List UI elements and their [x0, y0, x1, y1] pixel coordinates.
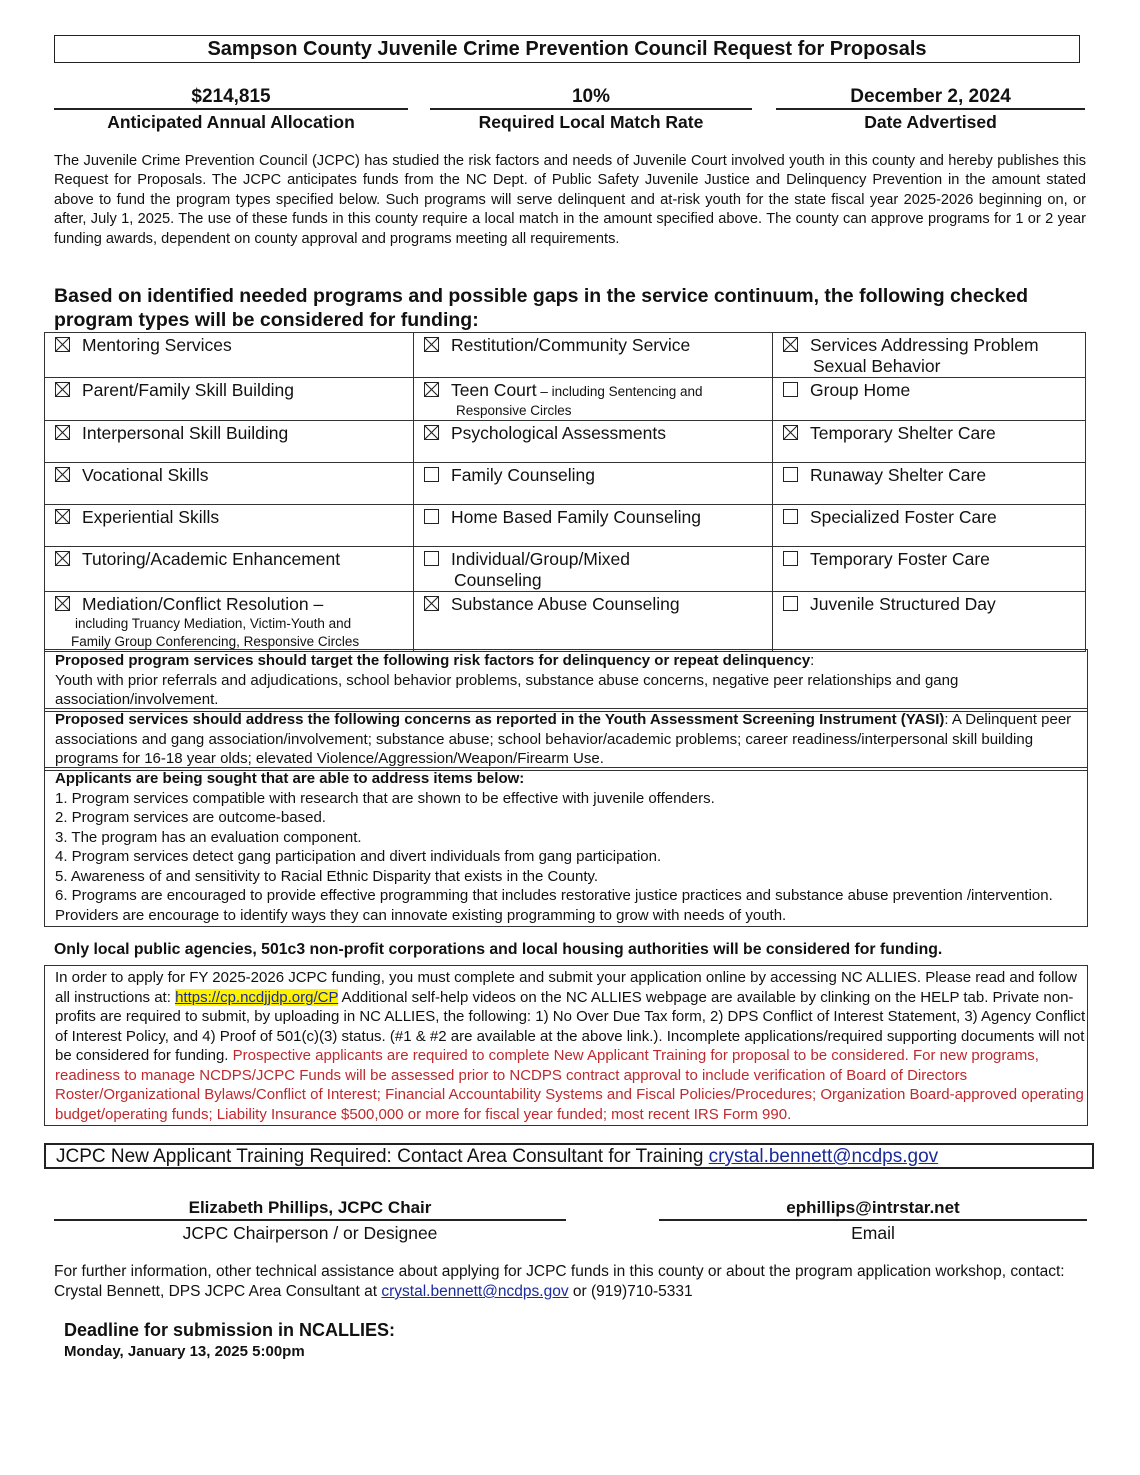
program-label: Home Based Family Counseling	[451, 507, 701, 527]
program-cell	[414, 463, 773, 505]
program-label: Family Counseling	[451, 465, 595, 485]
program-note: including Truancy Mediation, Victim-Youth and	[75, 616, 352, 631]
program-row	[45, 421, 1086, 463]
match-rate-label: Required Local Match Rate	[478, 112, 704, 132]
signature-chair	[54, 1198, 566, 1245]
program-cell	[45, 547, 414, 592]
program-label: Vocational Skills	[82, 465, 209, 485]
applicant-item: 6. Programs are encouraged to provide effective programming that includes restorative justice practices and substance abuse prevention /intervention. Providers are encourage to identify ways they can innovate existing programming to grow with needs of youth.	[55, 887, 1053, 924]
further-text-1: For further information, other technical assistance about applying for JCPC funds in this county or about the program application workshop, contact: Crystal Bennett, DPS JCPC Area Consultant at	[54, 1263, 1065, 1300]
program-label: Psychological Assessments	[451, 423, 666, 443]
program-cell	[45, 463, 414, 505]
checked-box-icon[interactable]	[55, 337, 70, 352]
further-text-2: or (919)710-5331	[568, 1283, 693, 1300]
checked-box-icon[interactable]	[55, 509, 70, 524]
applicant-item: 1. Program services compatible with research that are shown to be effective with juvenile offenders.	[55, 789, 715, 807]
program-row	[45, 505, 1086, 547]
unchecked-box-icon[interactable]	[783, 467, 798, 482]
chair-email-label: Email	[851, 1223, 895, 1243]
training-text: JCPC New Applicant Training Required: Contact Area Consultant for Training	[56, 1146, 709, 1167]
program-sublabel: – including Sentencing and	[536, 384, 703, 399]
program-label: Tutoring/Academic Enhancement	[82, 549, 341, 569]
program-label: Substance Abuse Counseling	[451, 594, 680, 614]
program-label: Runaway Shelter Care	[810, 465, 987, 485]
program-label: Experiential Skills	[82, 507, 220, 527]
program-note: Family Group Conferencing, Responsive Circles	[71, 634, 360, 649]
ncallies-link[interactable]: https://cp.ncdjjdp.org/CP	[175, 988, 339, 1006]
unchecked-box-icon[interactable]	[424, 467, 439, 482]
application-instructions-box	[44, 965, 1088, 1126]
program-cell	[414, 505, 773, 547]
program-label: Mediation/Conflict Resolution –	[82, 594, 324, 614]
program-cell	[45, 592, 414, 652]
program-cell	[773, 333, 1086, 378]
program-label-continued: Sexual Behavior	[813, 356, 941, 376]
program-row	[45, 592, 1086, 652]
program-row	[45, 547, 1086, 592]
checked-box-icon[interactable]	[55, 467, 70, 482]
program-cell	[773, 463, 1086, 505]
program-cell	[45, 505, 414, 547]
applicant-item: 2. Program services are outcome-based.	[55, 809, 326, 826]
unchecked-box-icon[interactable]	[783, 596, 798, 611]
apply-requirements-red: Prospective applicants are required to complete New Applicant Training for proposal to be considered. For new programs, readiness to manage NCDPS/JCPC Funds will be assessed prior to NCDPS contract approval to include verification of Board of Directors Roster/Organizational Bylaws/Conflict of Interest; Financial Accountability Systems and Fiscal Policies/Procedures; Organization Board-approved operating budget/operating funds; Liability Insurance $500,000 or more for fiscal year funded; most recent IRS Form 990.	[55, 1047, 1084, 1123]
checked-box-icon[interactable]	[424, 337, 439, 352]
stat-match-rate	[430, 84, 752, 134]
program-cell	[773, 592, 1086, 652]
program-cell	[773, 505, 1086, 547]
program-note: Responsive Circles	[456, 403, 572, 418]
checked-box-icon[interactable]	[783, 425, 798, 440]
program-label: Services Addressing Problem	[810, 335, 1039, 355]
unchecked-box-icon[interactable]	[424, 551, 439, 566]
program-cell	[45, 421, 414, 463]
date-advertised-label: Date Advertised	[864, 112, 997, 132]
program-cell	[773, 547, 1086, 592]
program-cell	[773, 378, 1086, 421]
checked-box-icon[interactable]	[55, 551, 70, 566]
program-row	[45, 463, 1086, 505]
program-cell	[414, 592, 773, 652]
allocation-value: $214,815	[54, 84, 408, 110]
applicants-heading: Applicants are being sought that are able to address items below:	[55, 770, 525, 787]
training-required-bar	[44, 1143, 1094, 1169]
risk-factors-text: Youth with prior referrals and adjudications, school behavior problems, substance abuse concerns, negative peer relationships and gang association/involvement.	[55, 671, 959, 708]
checked-box-icon[interactable]	[424, 425, 439, 440]
match-rate-value: 10%	[430, 84, 752, 110]
program-label: Parent/Family Skill Building	[82, 380, 295, 400]
program-cell	[773, 421, 1086, 463]
applicants-box	[44, 767, 1088, 927]
checked-box-icon[interactable]	[55, 382, 70, 397]
program-label: Group Home	[810, 380, 911, 400]
program-cell	[414, 421, 773, 463]
unchecked-box-icon[interactable]	[783, 382, 798, 397]
program-label: Temporary Foster Care	[810, 549, 990, 569]
unchecked-box-icon[interactable]	[783, 509, 798, 524]
program-label: Temporary Shelter Care	[810, 423, 996, 443]
checked-box-icon[interactable]	[55, 425, 70, 440]
deadline-block	[64, 1318, 395, 1362]
applicant-item: 4. Program services detect gang participation and divert individuals from gang participation.	[55, 848, 662, 865]
program-cell	[414, 378, 773, 421]
further-info	[54, 1262, 1094, 1302]
applicant-item: 3. The program has an evaluation component.	[55, 828, 362, 846]
deadline-date: Monday, January 13, 2025 5:00pm	[64, 1343, 305, 1360]
checked-box-icon[interactable]	[424, 382, 439, 397]
chair-email: ephillips@intrstar.net	[659, 1198, 1087, 1221]
program-label: Specialized Foster Care	[810, 507, 997, 527]
stat-date-advertised	[776, 84, 1085, 134]
chair-name: Elizabeth Phillips, JCPC Chair	[54, 1198, 566, 1221]
programs-heading: Based on identified needed programs and possible gaps in the service continuum, the following checked program types will be considered for funding:	[54, 285, 1029, 331]
signature-email	[659, 1198, 1087, 1245]
program-cell	[45, 333, 414, 378]
program-label: Restitution/Community Service	[451, 335, 691, 355]
program-types-table	[44, 332, 1086, 652]
risk-factors-box: Proposed program services should target the following risk factors for delinquency or repeat delinquency: Youth with prior referrals and adjudications, school behavior problems, substance abuse concerns, negative peer relationships and gang association/involvement.	[44, 649, 1088, 712]
unchecked-box-icon[interactable]	[783, 551, 798, 566]
program-cell	[414, 333, 773, 378]
apply-text-2: Additional self-help videos on the NC ALLIES webpage are available by clinking on the HELP tab. Private non-profits are required to submit, by uploading in NC ALLIES, the following: 1) No Over Due Tax form, 2) DPS Conflict of Interest Statement, 3) Agency Conflict of Interest Policy, and 4) Proof of 501(c)(3) status. (#1 & #2 are available at the above link.). Incomplete applications/required supporting documents will not be considered for funding.	[55, 988, 1086, 1064]
program-label: Juvenile Structured Day	[810, 594, 996, 614]
program-row	[45, 378, 1086, 421]
program-row	[45, 333, 1086, 378]
risk-factors-heading: Proposed program services should target the following risk factors for delinquency or repeat delinquency	[55, 652, 811, 669]
program-cell	[45, 378, 414, 421]
applicant-item: 5. Awareness of and sensitivity to Racial Ethnic Disparity that exists in the County.	[55, 867, 599, 885]
program-label: Individual/Group/Mixed	[451, 549, 630, 569]
intro-paragraph: The Juvenile Crime Prevention Council (JCPC) has studied the risk factors and needs of Juvenile Court involved youth in this county and hereby publishes this Request for Proposals. The JCPC anticipates funds from the NC Dept. of Public Safety Juvenile Justice and Delinquency Prevention in the amount stated above to fund the program types specified below. Such programs will serve delinquent and at-risk youth for the state fiscal year 2025-2026 beginning on, or after, July 1, 2025. The use of these funds in this county require a local match in the amount specified above. The county can approve programs for 1 or 2 year funding awards, dependent on county approval and programs meeting all requirements.	[54, 153, 1086, 247]
program-label-continued: Counseling	[454, 570, 542, 590]
yasi-heading: Proposed services should address the following concerns as reported in the Youth Assessment Screening Instrument (YASI)	[55, 711, 945, 728]
apply-text-1: In order to apply for FY 2025-2026 JCPC funding, you must complete and submit your application online by accessing NC ALLIES. Please read and follow all instructions at:	[55, 969, 1077, 1006]
program-label: Mentoring Services	[82, 335, 232, 355]
allocation-label: Anticipated Annual Allocation	[107, 112, 355, 132]
document-title: Sampson County Juvenile Crime Prevention Council Request for Proposals	[54, 35, 1080, 63]
program-cell	[414, 547, 773, 592]
deadline-heading: Deadline for submission in NCALLIES:	[64, 1320, 396, 1340]
program-label: Interpersonal Skill Building	[82, 423, 289, 443]
yasi-text: A Delinquent peer associations and gang association/involvement; substance abuse; school behavior/academic problems; career readiness/interpersonal skill building programs for 16-18 year olds; elevated Violence/Aggression/Weapon/Firearm Use.	[55, 711, 1072, 767]
stat-allocation	[54, 84, 408, 134]
yasi-box: Proposed services should address the following concerns as reported in the Youth Assessment Screening Instrument (YASI): A Delinquent peer associations and gang association/involvement; substance abuse; school behavior/academic problems; career readiness/interpersonal skill building programs for 16-18 year olds; elevated Violence/Aggression/Weapon/Firearm Use.	[44, 708, 1088, 771]
eligibility-note: Only local public agencies, 501c3 non-profit corporations and local housing authorities will be considered for funding.	[54, 941, 943, 958]
checked-box-icon[interactable]	[55, 596, 70, 611]
program-label: Teen Court	[451, 380, 537, 400]
unchecked-box-icon[interactable]	[424, 509, 439, 524]
chair-label: JCPC Chairperson / or Designee	[182, 1223, 438, 1243]
checked-box-icon[interactable]	[424, 596, 439, 611]
date-advertised-value: December 2, 2024	[776, 84, 1085, 110]
training-email-link[interactable]: crystal.bennett@ncdps.gov	[708, 1146, 939, 1167]
consultant-email-link[interactable]: crystal.bennett@ncdps.gov	[381, 1283, 569, 1300]
checked-box-icon[interactable]	[783, 337, 798, 352]
